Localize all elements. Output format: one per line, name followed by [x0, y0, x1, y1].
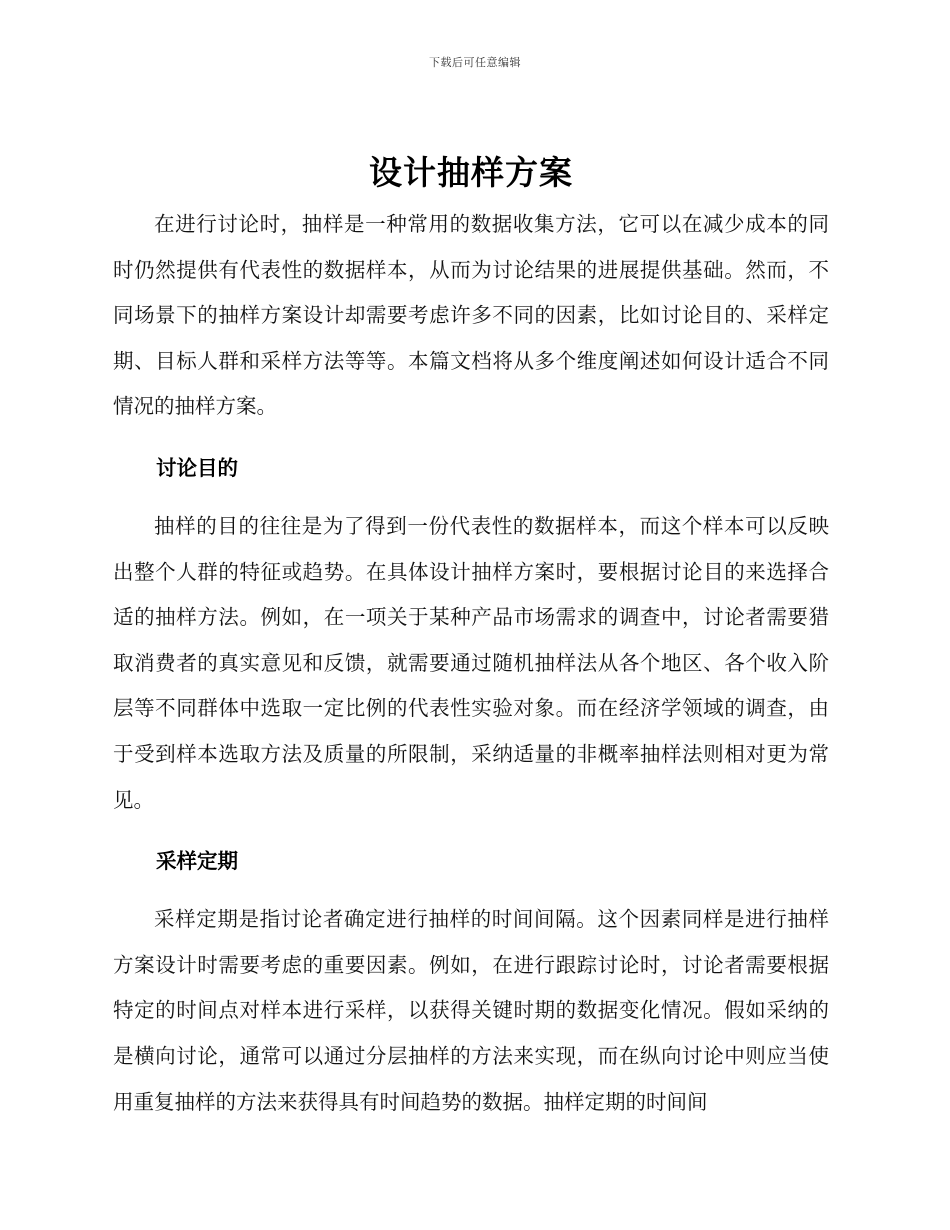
- document-body: [113, 150, 829, 1125]
- intro-paragraph: 在进行讨论时，抽样是一种常用的数据收集方法，它可以在减少成本的同时仍然提供有代表性的数据样本，从而为讨论结果的进展提供基础。然而，不同场景下的抽样方案设计却需要考虑许多不同的因素，比如讨论目的、采样定期、目标人群和采样方法等等。本篇文档将从多个维度阐述如何设计适合不同情况的抽样方案。: [113, 212, 829, 419]
- section-heading-sampling-period: 采样定期: [156, 849, 238, 874]
- section-paragraph-sampling-period: 采样定期是指讨论者确定进行抽样的时间间隔。这个因素同样是进行抽样方案设计时需要考虑的重要因素。例如，在进行跟踪讨论时，讨论者需要根据特定的时间点对样本进行采样，以获得关键时期的数据变化情况。假如采纳的是横向讨论，通常可以通过分层抽样的方法来实现，而在纵向讨论中则应当使用重复抽样的方法来获得具有时间趋势的数据。抽样定期的时间间: [113, 907, 829, 1114]
- header-note: 下载后可任意编辑: [429, 56, 521, 69]
- section-paragraph-purpose: 抽样的目的往往是为了得到一份代表性的数据样本，而这个样本可以反映出整个人群的特征或趋势。在具体设计抽样方案时，要根据讨论目的来选择合适的抽样方法。例如，在一项关于某种产品市场需求的调查中，讨论者需要猎取消费者的真实意见和反馈，就需要通过随机抽样法从各个地区、各个收入阶层等不同群体中选取一定比例的代表性实验对象。而在经济学领域的调查，由于受到样本选取方法及质量的所限制，采纳适量的非概率抽样法则相对更为常见。: [113, 513, 829, 812]
- document-title: 设计抽样方案: [369, 153, 573, 192]
- section-heading-purpose: 讨论目的: [156, 455, 238, 480]
